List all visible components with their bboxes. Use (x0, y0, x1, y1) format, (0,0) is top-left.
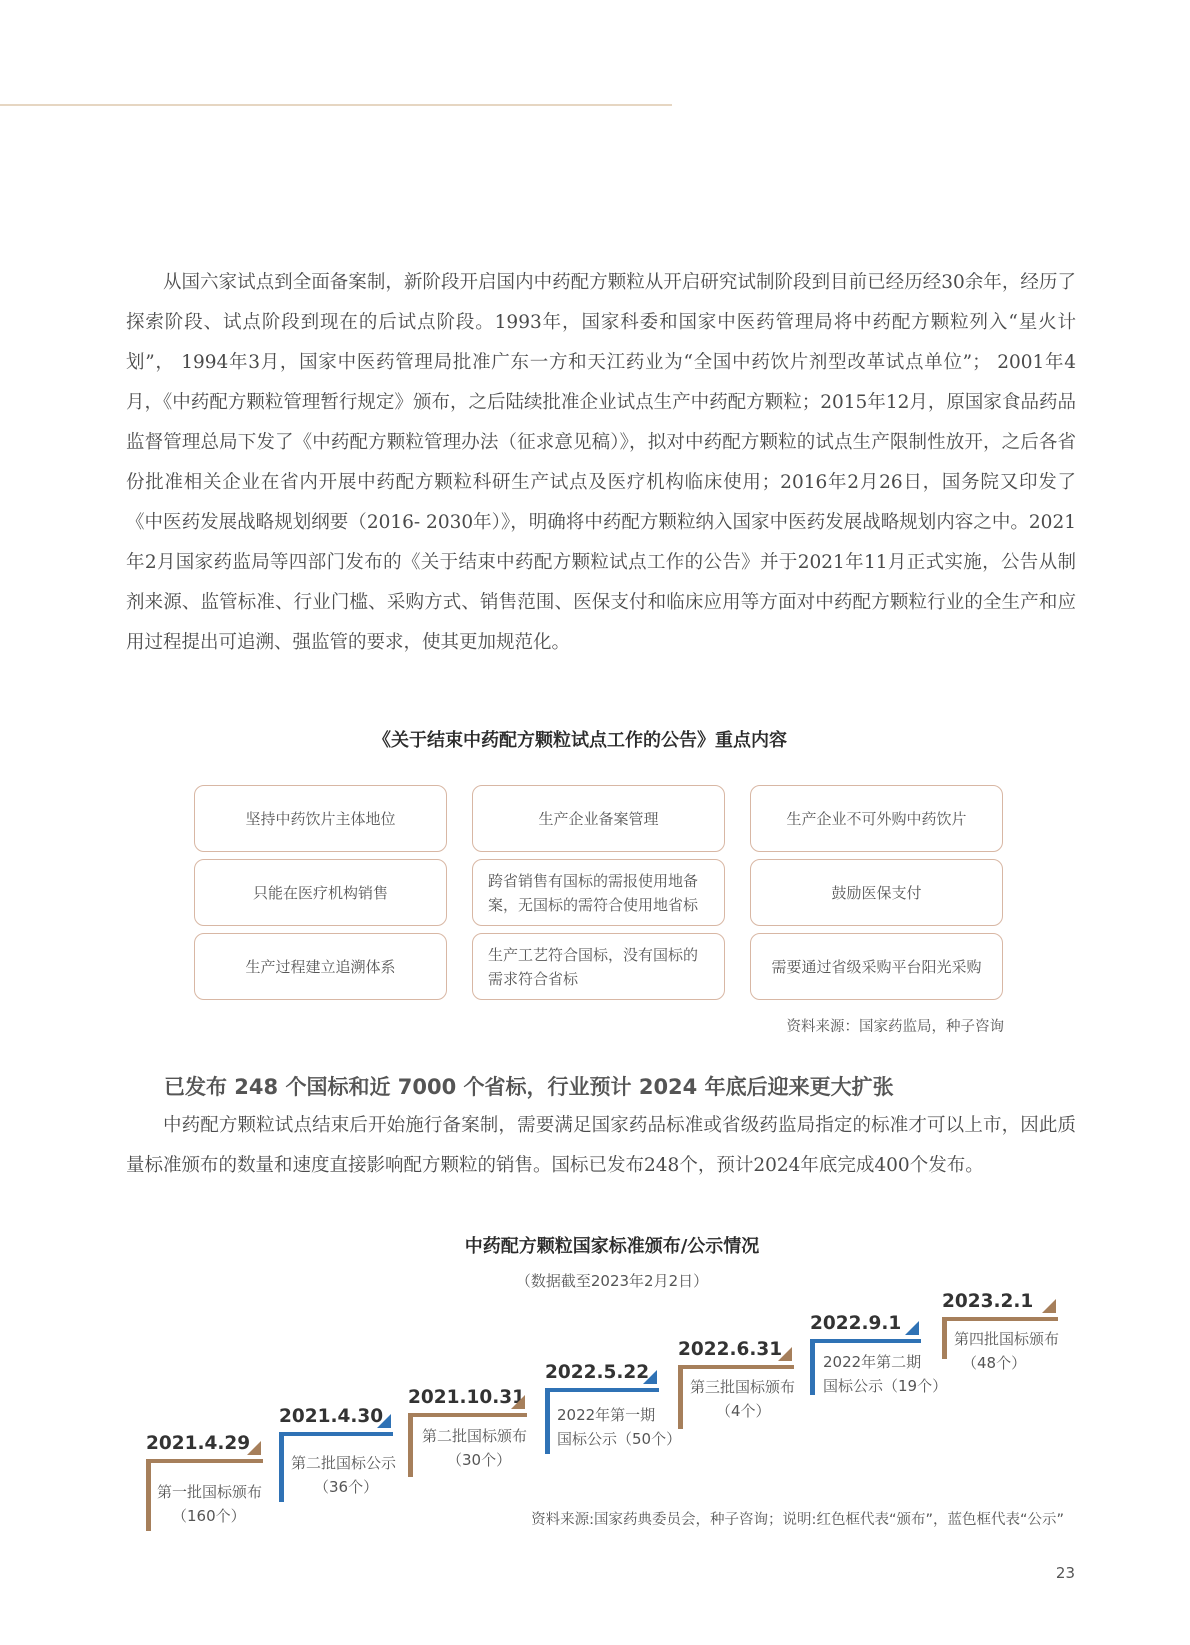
step-line2: （48个） (962, 1354, 1027, 1372)
announcement-item: 生产企业不可外购中药饮片 (750, 785, 1003, 852)
step-bar (678, 1365, 683, 1429)
step-date: 2021.4.30 (279, 1406, 384, 1427)
announcement-item: 坚持中药饮片主体地位 (194, 785, 447, 852)
step-marker-icon (778, 1347, 792, 1361)
announcement-item: 生产企业备案管理 (472, 785, 725, 852)
step-date: 2022.6.31 (678, 1339, 783, 1360)
step-marker-icon (377, 1414, 391, 1428)
step-bar (810, 1339, 815, 1395)
step-line1: 2022年第二期 (823, 1353, 922, 1371)
step-date: 2021.10.31 (408, 1387, 526, 1408)
timeline-subtitle: （数据截至2023年2月2日） (515, 1272, 709, 1290)
announcement-item: 只能在医疗机构销售 (194, 859, 447, 926)
step-bar (545, 1388, 659, 1392)
step-bar (942, 1317, 947, 1359)
step-bar (279, 1432, 393, 1436)
step-bar (810, 1339, 921, 1343)
step-marker-icon (905, 1321, 919, 1335)
announcement-item: 需要通过省级采购平台阳光采购 (750, 933, 1003, 1000)
step-bar (279, 1432, 284, 1502)
step-line1: 第三批国标颁布 (690, 1378, 796, 1396)
timeline-source: 资料来源:国家药典委员会，种子咨询；说明:红色框代表“颁布”，蓝色框代表“公示” (531, 1512, 1064, 1528)
step-line2: 国标公示（19个） (823, 1377, 948, 1395)
step-bar (942, 1317, 1058, 1321)
timeline-title: 中药配方颗粒国家标准颁布/公示情况 (464, 1236, 760, 1257)
announcement-item: 生产工艺符合国标，没有国标的需求符合省标 (472, 933, 725, 1000)
step-line2: （36个） (314, 1478, 379, 1496)
step-date: 2023.2.1 (942, 1291, 1034, 1312)
announcement-grid (194, 785, 1003, 1000)
step-line1: 第四批国标颁布 (954, 1330, 1060, 1348)
step-line1: 第二批国标公示 (291, 1454, 397, 1472)
step-marker-icon (1042, 1299, 1056, 1313)
announcement-title: 《关于结束中药配方颗粒试点工作的公告》重点内容 (373, 730, 787, 751)
announcement-source: 资料来源：国家药监局，种子咨询 (786, 1019, 1004, 1035)
announcement-item: 鼓励医保支付 (750, 859, 1003, 926)
step-bar (545, 1388, 550, 1454)
top-rule (0, 104, 672, 106)
step-bar (678, 1365, 794, 1369)
section-paragraph: 中药配方颗粒试点结束后开始施行备案制，需要满足国家药品标准或省级药监局指定的标准才可以上市，因此质量标准颁布的数量和速度直接影响配方颗粒的销售。国标已发布248个，预计2024年底完成400个发布。 (126, 1115, 1076, 1176)
step-bar (146, 1459, 263, 1463)
announcement-item: 生产过程建立追溯体系 (194, 933, 447, 1000)
step-date: 2021.4.29 (146, 1433, 251, 1454)
announcement-item: 跨省销售有国标的需报使用地备案，无国标的需符合使用地省标 (472, 859, 725, 926)
step-bar (408, 1413, 413, 1477)
step-line1: 第二批国标颁布 (422, 1427, 528, 1445)
step-bar (408, 1413, 527, 1417)
section-heading: 已发布 248 个国标和近 7000 个省标，行业预计 2024 年底后迎来更大扩张 (164, 1075, 894, 1099)
step-line1: 第一批国标颁布 (157, 1483, 263, 1501)
step-marker-icon (247, 1441, 261, 1455)
page-number: 23 (1055, 1564, 1075, 1582)
step-line2: （30个） (447, 1451, 512, 1469)
step-line2: 国标公示（50个） (557, 1430, 682, 1448)
step-bar (146, 1459, 151, 1531)
step-date: 2022.5.22 (545, 1362, 650, 1383)
step-marker-icon (643, 1370, 657, 1384)
step-marker-icon (511, 1395, 525, 1409)
intro-paragraph: 从国六家试点到全面备案制，新阶段开启国内中药配方颗粒从开启研究试制阶段到目前已经历经30余年，经历了探索阶段、试点阶段到现在的后试点阶段。1993年，国家科委和国家中医药管理局将中药配方颗粒列入“星火计划”， 1994年3月，国家中医药管理局批准广东一方和天江药业为“全国中药饮片剂型改革试点单位”； 2001年4月，《中药配方颗粒管理暂行规定》颁布，之后陆续批准企业试点生产中药配方颗粒；2015年12月，原国家食品药品监督管理总局下发了《中药配方颗粒管理办法（征求意见稿）》，拟对中药配方颗粒的试点生产限制性放开，之后各省份批准相关企业在省内开展中药配方颗粒科研生产试点及医疗机构临床使用；2016年2月26日，国务院又印发了《中医药发展战略规划纲要（2016- 2030年）》，明确将中药配方颗粒纳入国家中医药发展战略规划内容之中。2021年2月国家药监局等四部门发布的《关于结束中药配方颗粒试点工作的公告》并于2021年11月正式实施，公告从制剂来源、监管标准、行业门槛、采购方式、销售范围、医保支付和临床应用等方面对中药配方颗粒行业的全生产和应用过程提出可追溯、强监管的要求，使其更加规范化。 (126, 272, 1076, 653)
step-line2: （160个） (172, 1507, 246, 1525)
step-date: 2022.9.1 (810, 1313, 902, 1334)
step-line2: （4个） (716, 1402, 771, 1420)
step-line1: 2022年第一期 (557, 1406, 656, 1424)
